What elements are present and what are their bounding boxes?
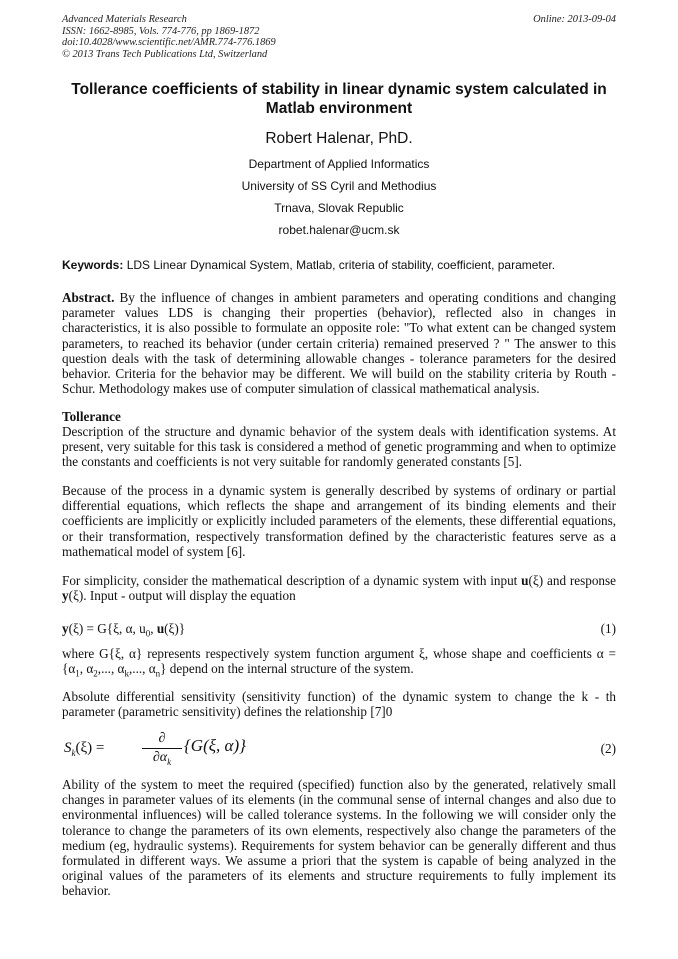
keywords (62, 258, 622, 273)
equation-1-number: (1) (600, 621, 616, 636)
abstract-text: By the influence of changes in ambient parameters and operating conditions and changing parameter values LDS is changing their properties (behavior), reflected also in changes in characteristics, it is also possible to formulate an opposite role: "To what extent can be changed system parameters, to reached its behavior (under certain criteria) remained preserved ? " The answer to this question deals with the task of determining allowable changes - tolerance parameters for the desired behavior. Criteria for the behavior may be different. We will build on the stability criteria by Routh - Schur. Methodology makes use of computer simulation of classical mathematical analysis. (62, 290, 616, 397)
abstract (62, 290, 616, 396)
keywords-label: Keywords: (62, 258, 124, 272)
doi: doi:10.4028/www.scientific.net/AMR.774-776.1869 (62, 37, 276, 49)
paragraph-1: Description of the structure and dynamic behavior of the system deals with identification systems. At present, very suitable for this task is considered a method of genetic programming and when to optimize the constants and coefficients is not very suitable for randomly generated constants [5]. (62, 424, 616, 470)
keywords-text: LDS Linear Dynamical System, Matlab, criteria of stability, coefficient, parameter. (126, 258, 556, 272)
author-email: robet.halenar@ucm.sk (278, 223, 400, 237)
equation-1: y(ξ) = G{ξ, α, $u_0$, u(ξ)} (1) (62, 621, 616, 639)
paper-title: Tollerance coefficients of stability in linear dynamic system calculated in Matlab environment (71, 81, 607, 117)
affiliation-university: University of SS Cyril and Methodius (241, 179, 437, 193)
online-date: Online: 2013-09-04 (533, 14, 616, 25)
equation-2 (62, 731, 616, 767)
paragraph-5: Absolute differential sensitivity (sensitivity function) of the dynamic system to change the k - th parameter (parametric sensitivity) defines the relationship [7]0 (62, 689, 616, 720)
journal-header (62, 14, 616, 60)
author-name: Robert Halenar, PhD. (265, 130, 413, 147)
equation-2-fraction: ∂ $\partial\alpha_k$ (142, 731, 182, 770)
copyright: © 2013 Trans Tech Publications Ltd, Switzerland (62, 48, 268, 60)
paragraph-6: Ability of the system to meet the required (specified) function also by the generated, relatively small changes in parameter values of its elements (in the communal sense of internal changes and also due to environmental influences) will be called tolerance systems. In the following we will consider only the tolerance to change the parameters of its own elements, respectively also change the parameters of the medium (eg, hydraulic systems). Requirements for system behavior can be generally different and thus formulated in different ways. We assume a priori that the system is capable of being analyzed in the original values of the parameters of its elements and structure requirements to fully implement its behavior. (62, 777, 616, 899)
equation-2-number: (2) (600, 741, 616, 756)
paragraph-3: For simplicity, consider the mathematical description of a dynamic system with input u(ξ) and response y(ξ). Input - output will display the equation (62, 573, 616, 604)
paragraph-2: Because of the process in a dynamic system is generally described by systems of ordinary or partial differential equations, which reflects the shape and arrangement of its binding elements and their coefficients are implicitly or explicitly included parameters of the elements, these differential equations, or their transformation, respectively transformation defined by the characteristic features serve as a mathematical model of system [6]. (62, 483, 616, 559)
affiliation-dept: Department of Applied Informatics (248, 157, 430, 171)
journal-name: Advanced Materials Research (62, 14, 187, 25)
paragraph-4: where G{ξ, α} represents respectively system function argument ξ, whose shape and coefficients $\alpha = \{\alpha_1$, $\alpha_2$,..., $\alpha_k$,..., $\alpha_n$} depend on the internal structure of the system. (62, 646, 616, 679)
issn: ISSN: 1662-8985, Vols. 774-776, pp 1869-1872 (62, 25, 260, 37)
section-heading: Tollerance (62, 409, 121, 424)
equation-2-lhs: $S_k(\xi)$ = (64, 740, 105, 758)
affiliation-city: Trnava, Slovak Republic (274, 201, 404, 215)
equation-2-rhs: {G(ξ, α)} (184, 736, 246, 755)
abstract-label: Abstract. (62, 290, 115, 305)
